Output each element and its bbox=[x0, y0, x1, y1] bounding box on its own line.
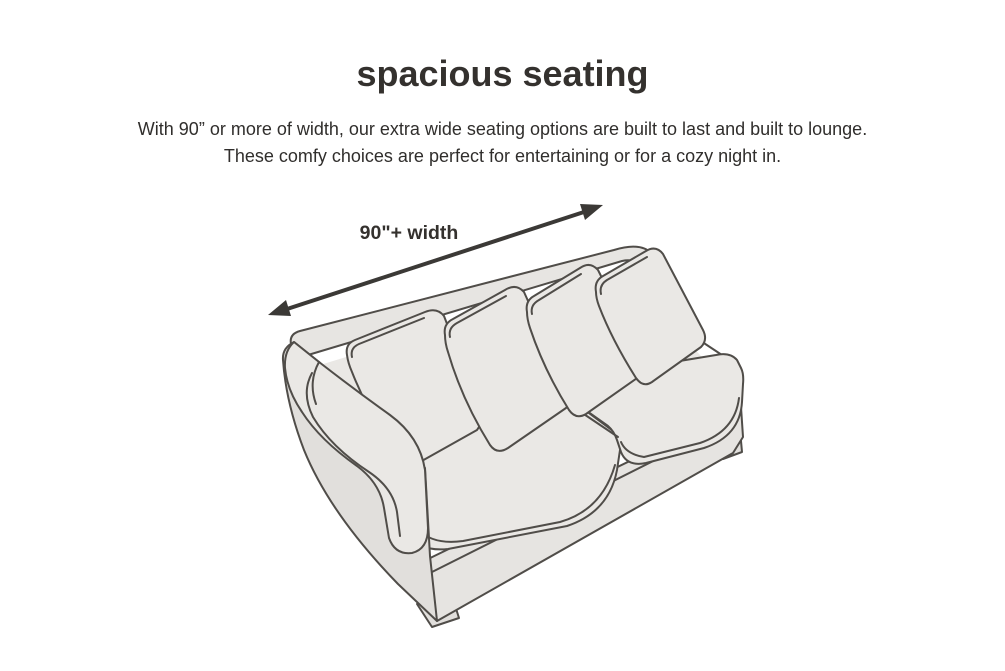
arrowhead-right-icon bbox=[580, 204, 603, 220]
page-title: spacious seating bbox=[356, 53, 649, 94]
description-line-1: With 90” or more of width, our extra wide seating options are built to last and built to lounge. bbox=[137, 119, 868, 139]
description-line-2: These comfy choices are perfect for entertaining or for a cozy night in. bbox=[223, 146, 782, 166]
dimension-label: 90"+ width bbox=[359, 222, 459, 244]
arrowhead-left-icon bbox=[268, 300, 291, 316]
sofa-illustration bbox=[283, 247, 743, 627]
